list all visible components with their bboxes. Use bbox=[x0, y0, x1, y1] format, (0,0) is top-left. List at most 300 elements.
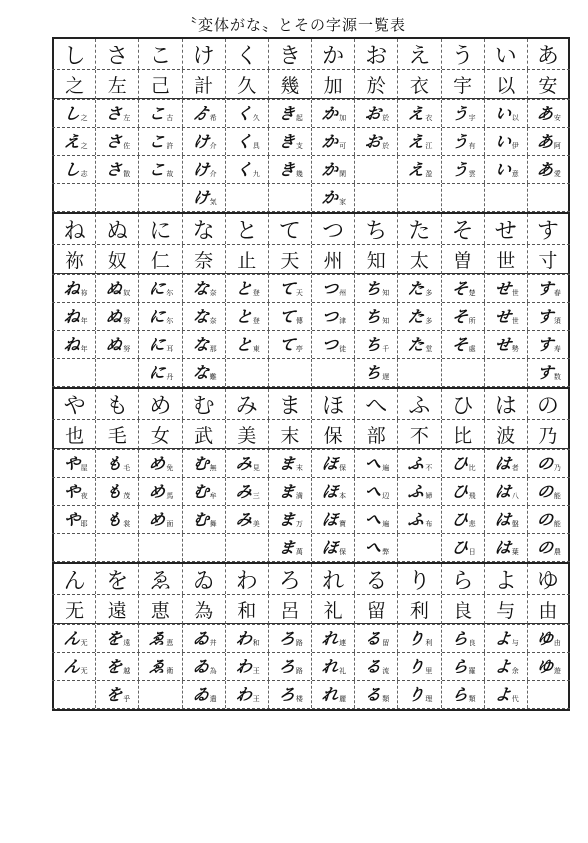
variant-cell bbox=[354, 359, 397, 386]
variant-cell bbox=[182, 303, 225, 330]
kanji-cell: 也 bbox=[52, 420, 95, 449]
cursive-glyph: ゐ bbox=[191, 656, 210, 676]
source-kanji: 希 bbox=[209, 114, 217, 122]
page-title: 〝変体がな〟とその字源一覧表 bbox=[181, 16, 406, 34]
variant-cell bbox=[268, 275, 311, 302]
source-kanji: 意 bbox=[511, 170, 519, 178]
variant-cell bbox=[354, 534, 397, 561]
cursive-glyph: い bbox=[493, 159, 513, 179]
cursive-glyph: も bbox=[104, 453, 124, 473]
source-kanji: 伊 bbox=[511, 142, 519, 150]
kanji-cell: 幾 bbox=[268, 70, 311, 99]
variant-cell bbox=[138, 156, 181, 183]
source-kanji: 連 bbox=[339, 639, 347, 647]
source-kanji: 多 bbox=[425, 289, 433, 297]
variant-cell bbox=[182, 681, 225, 708]
cursive-glyph: め bbox=[148, 509, 167, 529]
variant-cell bbox=[268, 506, 311, 533]
source-kanji: 以 bbox=[511, 114, 519, 122]
source-kanji: 尓 bbox=[166, 317, 174, 325]
variant-row bbox=[52, 534, 570, 562]
cursive-glyph: け bbox=[191, 159, 210, 179]
variant-cell bbox=[311, 653, 354, 680]
cursive-glyph: こ bbox=[148, 131, 167, 151]
variant-cell bbox=[225, 359, 268, 386]
cursive-glyph: ふ bbox=[407, 481, 426, 501]
variant-cell bbox=[182, 359, 225, 386]
kana-cell: ゐ bbox=[182, 564, 225, 594]
variant-cell bbox=[52, 653, 95, 680]
cursive-glyph: ゆ bbox=[535, 628, 555, 648]
source-kanji: 夜 bbox=[80, 492, 88, 500]
kana-cell: ま bbox=[268, 389, 311, 419]
source-kanji: 祢 bbox=[80, 289, 88, 297]
cursive-glyph: こ bbox=[148, 103, 167, 123]
source-kanji: 飛 bbox=[468, 492, 476, 500]
source-kanji: 王 bbox=[252, 695, 260, 703]
source-kanji: 東 bbox=[252, 345, 260, 353]
cursive-glyph: ま bbox=[277, 509, 297, 529]
hentaigana-table bbox=[52, 37, 570, 711]
kana-cell: ら bbox=[441, 564, 484, 594]
kanji-cell: 止 bbox=[225, 245, 268, 274]
cursive-glyph: り bbox=[407, 656, 426, 676]
table-section bbox=[52, 37, 570, 212]
cursive-glyph: め bbox=[148, 481, 167, 501]
variant-cell bbox=[527, 653, 570, 680]
cursive-glyph: の bbox=[535, 453, 555, 473]
kana-cell: ぬ bbox=[95, 214, 138, 244]
kanji-cell: 和 bbox=[225, 595, 268, 624]
source-kanji: 知 bbox=[382, 317, 390, 325]
variant-cell bbox=[397, 506, 440, 533]
kana-cell: え bbox=[397, 39, 440, 69]
source-kanji: 年 bbox=[80, 345, 88, 353]
cursive-glyph: わ bbox=[234, 684, 254, 704]
source-kanji: 加 bbox=[339, 114, 347, 122]
kanji-cell: 久 bbox=[225, 70, 268, 99]
variant-cell bbox=[441, 275, 484, 302]
variant-row bbox=[52, 681, 570, 709]
kana-cell: ゆ bbox=[527, 564, 570, 594]
variant-cell bbox=[441, 625, 484, 652]
variant-cell bbox=[527, 681, 570, 708]
cursive-glyph: し bbox=[62, 103, 81, 123]
variant-cell bbox=[95, 653, 138, 680]
variant-cell bbox=[268, 625, 311, 652]
cursive-glyph: み bbox=[234, 481, 254, 501]
variant-cell bbox=[484, 331, 527, 358]
cursive-glyph: き bbox=[277, 103, 297, 123]
source-kanji: 故 bbox=[166, 170, 174, 178]
source-kanji: 八 bbox=[511, 492, 519, 500]
source-kanji: 天 bbox=[295, 289, 303, 297]
variant-cell bbox=[182, 506, 225, 533]
variant-cell bbox=[527, 156, 570, 183]
source-kanji: 左 bbox=[123, 114, 131, 122]
cursive-glyph: ひ bbox=[450, 453, 469, 473]
variant-cell bbox=[225, 653, 268, 680]
kanji-cell: 世 bbox=[484, 245, 527, 274]
kana-row bbox=[52, 564, 570, 595]
cursive-glyph: や bbox=[62, 453, 81, 473]
cursive-glyph: に bbox=[148, 334, 167, 354]
variant-cell bbox=[52, 184, 95, 211]
variant-cell bbox=[354, 331, 397, 358]
variant-cell bbox=[484, 100, 527, 127]
cursive-glyph: て bbox=[277, 278, 297, 298]
source-kanji: 余 bbox=[511, 667, 519, 675]
source-kanji: 奈 bbox=[209, 289, 217, 297]
cursive-glyph: お bbox=[363, 131, 383, 151]
variant-cell bbox=[268, 478, 311, 505]
source-kanji: 保 bbox=[339, 464, 347, 472]
kanji-cell: 州 bbox=[311, 245, 354, 274]
source-kanji: 支 bbox=[295, 142, 303, 150]
variant-row bbox=[52, 478, 570, 506]
source-kanji: 末 bbox=[295, 464, 303, 472]
source-kanji: 麗 bbox=[339, 695, 347, 703]
cursive-glyph: た bbox=[407, 334, 426, 354]
kana-cell: せ bbox=[484, 214, 527, 244]
kana-cell: へ bbox=[354, 389, 397, 419]
source-kanji: 衛 bbox=[166, 667, 174, 675]
cursive-glyph: あ bbox=[535, 131, 555, 151]
source-kanji: 為 bbox=[209, 667, 217, 675]
variant-cell bbox=[441, 534, 484, 561]
kana-cell: に bbox=[138, 214, 181, 244]
variant-cell bbox=[527, 450, 570, 477]
source-kanji: 宇 bbox=[468, 114, 476, 122]
source-kanji: 見 bbox=[252, 464, 260, 472]
cursive-glyph: る bbox=[363, 656, 383, 676]
cursive-glyph: る bbox=[363, 628, 383, 648]
variant-row bbox=[52, 156, 570, 184]
variant-cell bbox=[95, 478, 138, 505]
kanji-row bbox=[52, 70, 570, 100]
variant-cell bbox=[484, 156, 527, 183]
variant-cell bbox=[268, 534, 311, 561]
variant-cell bbox=[484, 184, 527, 211]
variant-cell bbox=[182, 331, 225, 358]
variant-cell bbox=[354, 128, 397, 155]
source-kanji: 奴 bbox=[123, 289, 131, 297]
source-kanji: 努 bbox=[123, 345, 131, 353]
source-kanji: 於 bbox=[382, 142, 390, 150]
variant-cell bbox=[484, 625, 527, 652]
variant-cell bbox=[397, 331, 440, 358]
variant-cell bbox=[311, 275, 354, 302]
kana-cell: や bbox=[52, 389, 95, 419]
variant-cell bbox=[95, 184, 138, 211]
source-kanji: 努 bbox=[123, 317, 131, 325]
kana-cell: も bbox=[95, 389, 138, 419]
source-kanji: 无 bbox=[80, 639, 88, 647]
cursive-glyph: か bbox=[320, 131, 340, 151]
source-kanji: 葉 bbox=[511, 548, 519, 556]
cursive-glyph: ゐ bbox=[191, 684, 210, 704]
source-kanji: 具 bbox=[252, 142, 260, 150]
source-kanji: 理 bbox=[425, 695, 433, 703]
variant-cell bbox=[441, 156, 484, 183]
source-kanji: 津 bbox=[339, 317, 347, 325]
kanji-cell: 比 bbox=[441, 420, 484, 449]
source-kanji: 美 bbox=[252, 520, 260, 528]
variant-cell bbox=[138, 275, 181, 302]
source-kanji: 雲 bbox=[468, 170, 476, 178]
variant-cell bbox=[182, 450, 225, 477]
source-kanji: 乎 bbox=[123, 695, 131, 703]
kanji-cell: 祢 bbox=[52, 245, 95, 274]
variant-cell bbox=[484, 506, 527, 533]
variant-cell bbox=[311, 303, 354, 330]
kana-cell: と bbox=[225, 214, 268, 244]
cursive-glyph: ち bbox=[363, 334, 383, 354]
source-kanji: 乃 bbox=[553, 464, 561, 472]
kana-cell: ほ bbox=[311, 389, 354, 419]
cursive-glyph: う bbox=[450, 103, 469, 123]
source-kanji: 裳 bbox=[123, 520, 131, 528]
kanji-cell: 末 bbox=[268, 420, 311, 449]
variant-cell bbox=[397, 625, 440, 652]
cursive-glyph: あ bbox=[535, 159, 555, 179]
kanji-cell: 武 bbox=[182, 420, 225, 449]
source-kanji: 能 bbox=[553, 492, 561, 500]
cursive-glyph: な bbox=[191, 278, 210, 298]
kanji-cell: 乃 bbox=[527, 420, 570, 449]
cursive-glyph: れ bbox=[320, 656, 340, 676]
source-kanji: 遍 bbox=[382, 464, 390, 472]
kana-row bbox=[52, 214, 570, 245]
variant-cell bbox=[311, 184, 354, 211]
cursive-glyph: に bbox=[148, 306, 167, 326]
cursive-glyph: う bbox=[450, 131, 469, 151]
variant-cell bbox=[527, 128, 570, 155]
source-kanji: 日 bbox=[468, 548, 476, 556]
cursive-glyph: う bbox=[450, 159, 469, 179]
cursive-glyph: ゑ bbox=[148, 628, 167, 648]
cursive-glyph: ね bbox=[62, 306, 81, 326]
variant-cell bbox=[484, 534, 527, 561]
source-kanji: 路 bbox=[295, 639, 303, 647]
source-kanji: 辺 bbox=[382, 492, 390, 500]
variant-cell bbox=[225, 331, 268, 358]
kanji-cell: 利 bbox=[397, 595, 440, 624]
kana-cell: き bbox=[268, 39, 311, 69]
variant-cell bbox=[441, 303, 484, 330]
cursive-glyph: の bbox=[535, 537, 555, 557]
variant-cell bbox=[354, 303, 397, 330]
variant-cell bbox=[138, 359, 181, 386]
cursive-glyph: て bbox=[277, 306, 297, 326]
cursive-glyph: ろ bbox=[277, 656, 297, 676]
source-kanji: 里 bbox=[425, 667, 433, 675]
kanji-cell: 恵 bbox=[138, 595, 181, 624]
source-kanji: 越 bbox=[123, 667, 131, 675]
variant-cell bbox=[95, 128, 138, 155]
variant-cell bbox=[95, 681, 138, 708]
source-kanji: 知 bbox=[382, 289, 390, 297]
cursive-glyph: ね bbox=[62, 334, 81, 354]
source-kanji: 代 bbox=[511, 695, 519, 703]
kana-cell: な bbox=[182, 214, 225, 244]
variant-row bbox=[52, 100, 570, 128]
cursive-glyph: ほ bbox=[320, 453, 340, 473]
variant-row bbox=[52, 275, 570, 303]
source-kanji: 丹 bbox=[166, 373, 174, 381]
kana-cell: り bbox=[397, 564, 440, 594]
variant-cell bbox=[527, 275, 570, 302]
cursive-glyph: す bbox=[535, 334, 555, 354]
kanji-cell: 波 bbox=[484, 420, 527, 449]
variant-cell bbox=[527, 625, 570, 652]
variant-cell bbox=[52, 359, 95, 386]
kanji-cell: 女 bbox=[138, 420, 181, 449]
variant-cell bbox=[354, 625, 397, 652]
kanji-cell: 由 bbox=[527, 595, 570, 624]
cursive-glyph: は bbox=[493, 453, 513, 473]
kana-cell: む bbox=[182, 389, 225, 419]
variant-cell bbox=[95, 100, 138, 127]
cursive-glyph: へ bbox=[363, 481, 383, 501]
kanji-cell: 加 bbox=[311, 70, 354, 99]
table-section bbox=[52, 387, 570, 562]
cursive-glyph: ほ bbox=[320, 509, 340, 529]
kana-cell: さ bbox=[95, 39, 138, 69]
variant-cell bbox=[441, 128, 484, 155]
variant-cell bbox=[397, 478, 440, 505]
kanji-cell: 保 bbox=[311, 420, 354, 449]
table-section bbox=[52, 212, 570, 387]
kana-cell: よ bbox=[484, 564, 527, 594]
variant-cell bbox=[441, 359, 484, 386]
variant-cell bbox=[52, 625, 95, 652]
variant-cell bbox=[52, 478, 95, 505]
variant-row bbox=[52, 450, 570, 478]
kana-cell: く bbox=[225, 39, 268, 69]
cursive-glyph: や bbox=[62, 481, 81, 501]
cursive-glyph: ゆ bbox=[535, 656, 555, 676]
source-kanji: 面 bbox=[166, 520, 174, 528]
source-kanji: 登 bbox=[252, 289, 260, 297]
variant-cell bbox=[225, 625, 268, 652]
source-kanji: 多 bbox=[425, 317, 433, 325]
variant-cell bbox=[311, 625, 354, 652]
kana-cell: ゑ bbox=[138, 564, 181, 594]
kana-cell: た bbox=[397, 214, 440, 244]
cursive-glyph: と bbox=[234, 334, 254, 354]
variant-cell bbox=[311, 128, 354, 155]
source-kanji: 愛 bbox=[553, 170, 561, 178]
kana-cell: ひ bbox=[441, 389, 484, 419]
variant-cell bbox=[484, 275, 527, 302]
cursive-glyph: な bbox=[191, 334, 210, 354]
kanji-cell: 奴 bbox=[95, 245, 138, 274]
source-kanji: 堂 bbox=[425, 345, 433, 353]
kana-cell: う bbox=[441, 39, 484, 69]
variant-cell bbox=[52, 303, 95, 330]
variant-cell bbox=[268, 303, 311, 330]
source-kanji: 徒 bbox=[339, 345, 347, 353]
cursive-glyph: み bbox=[234, 453, 254, 473]
source-kanji: 布 bbox=[425, 520, 433, 528]
kana-cell: か bbox=[311, 39, 354, 69]
kanji-cell: 良 bbox=[441, 595, 484, 624]
source-kanji: 所 bbox=[468, 317, 476, 325]
variant-cell bbox=[138, 653, 181, 680]
cursive-glyph: ふ bbox=[407, 453, 426, 473]
cursive-glyph: え bbox=[407, 103, 426, 123]
variant-cell bbox=[397, 303, 440, 330]
cursive-glyph: に bbox=[148, 278, 167, 298]
variant-cell bbox=[397, 128, 440, 155]
source-kanji: 州 bbox=[339, 289, 347, 297]
kana-cell: め bbox=[138, 389, 181, 419]
variant-row bbox=[52, 331, 570, 359]
kana-cell: る bbox=[354, 564, 397, 594]
variant-cell bbox=[225, 156, 268, 183]
cursive-glyph: た bbox=[407, 306, 426, 326]
cursive-glyph: を bbox=[104, 684, 124, 704]
variant-cell bbox=[95, 156, 138, 183]
variant-cell bbox=[52, 128, 95, 155]
cursive-glyph: し bbox=[62, 159, 81, 179]
cursive-glyph: つ bbox=[320, 278, 340, 298]
kana-cell: け bbox=[182, 39, 225, 69]
source-kanji: 数 bbox=[553, 373, 561, 381]
variant-cell bbox=[354, 100, 397, 127]
cursive-glyph: ひ bbox=[450, 481, 469, 501]
source-kanji: 礼 bbox=[339, 667, 347, 675]
variant-cell bbox=[268, 156, 311, 183]
source-kanji: 寿 bbox=[553, 345, 561, 353]
cursive-glyph: ふ bbox=[407, 509, 426, 529]
variant-cell bbox=[527, 184, 570, 211]
variant-cell bbox=[527, 359, 570, 386]
cursive-glyph: ま bbox=[277, 537, 297, 557]
variant-cell bbox=[441, 100, 484, 127]
variant-cell bbox=[311, 331, 354, 358]
source-kanji: 耶 bbox=[80, 520, 88, 528]
variant-cell bbox=[182, 128, 225, 155]
variant-cell bbox=[441, 506, 484, 533]
cursive-glyph: な bbox=[191, 362, 210, 382]
variant-cell bbox=[354, 275, 397, 302]
variant-cell bbox=[138, 625, 181, 652]
cursive-glyph: む bbox=[191, 453, 210, 473]
cursive-glyph: ひ bbox=[450, 509, 469, 529]
kanji-cell: 仁 bbox=[138, 245, 181, 274]
variant-cell bbox=[527, 506, 570, 533]
source-kanji: 和 bbox=[252, 639, 260, 647]
kana-cell: そ bbox=[441, 214, 484, 244]
source-kanji: 世 bbox=[511, 289, 519, 297]
variant-cell bbox=[182, 534, 225, 561]
source-kanji: 奈 bbox=[209, 317, 217, 325]
source-kanji: 衣 bbox=[425, 114, 433, 122]
source-kanji: 之 bbox=[80, 142, 88, 150]
cursive-glyph: す bbox=[535, 278, 555, 298]
variant-cell bbox=[441, 450, 484, 477]
cursive-glyph: な bbox=[191, 306, 210, 326]
kanji-cell: 呂 bbox=[268, 595, 311, 624]
cursive-glyph: そ bbox=[450, 306, 469, 326]
kanji-row bbox=[52, 420, 570, 450]
variant-cell bbox=[52, 156, 95, 183]
cursive-glyph: も bbox=[104, 509, 124, 529]
source-kanji: 志 bbox=[80, 170, 88, 178]
source-kanji: 不 bbox=[425, 464, 433, 472]
